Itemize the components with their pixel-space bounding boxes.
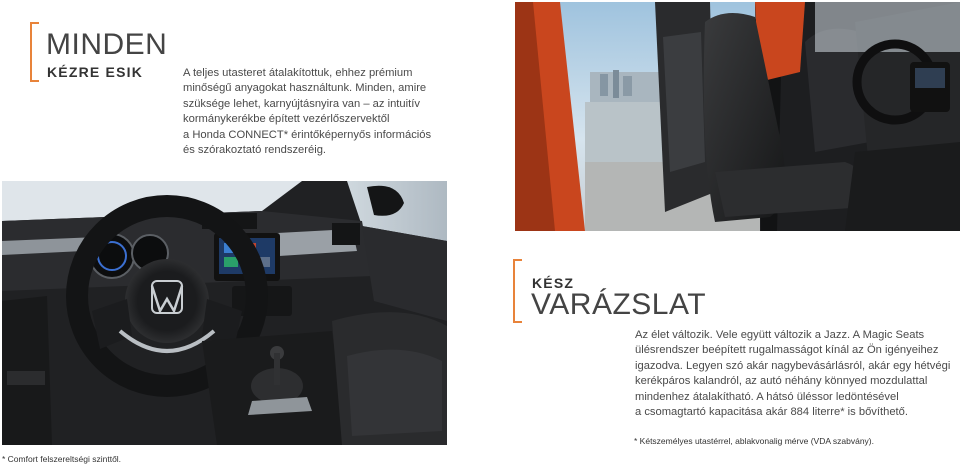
footnote-right: * Kétszemélyes utastérrel, ablakvonalig mérve (VDA szabvány). <box>634 436 874 446</box>
section1-paragraph <box>183 66 431 158</box>
rear-seats-photo <box>515 2 960 231</box>
section2-line: kerékpáros kalandról, az autó néhány könnyed mozdulattal <box>635 375 928 388</box>
section2-line: igazodva. Legyen szó akár nagybevásárlásról, akár egy hétvégi <box>635 359 951 372</box>
section2-line: Az élet változik. Vele együtt változik a Jazz. A Magic Seats <box>635 329 925 341</box>
section2-line: mindenhez átalakítható. A hátsó üléssor ledöntésével <box>635 390 899 403</box>
section2-heading-light: VARÁZSLAT <box>531 288 707 321</box>
section1-heading-bold: KÉZRE ESIK <box>47 64 144 80</box>
footnote-left: * Comfort felszereltségi szinttől. <box>2 454 122 464</box>
section1-line: szüksége lehet, karnyújtásnyira van – az intuitív <box>183 97 420 110</box>
section1-line: A teljes utasteret átalakítottuk, ehhez prémium <box>183 67 413 79</box>
section2-paragraph <box>635 328 950 420</box>
section2-bracket <box>513 259 522 323</box>
section1-line: kormánykerékbe épített vezérlőszervektől <box>183 113 390 126</box>
section1-bracket <box>30 22 39 82</box>
dashboard-photo <box>2 181 447 445</box>
section2-heading-bold: KÉSZ <box>532 275 575 291</box>
section2-line: a csomagtartó kapacitása akár 884 literre* is bővíthető. <box>635 406 908 419</box>
rear-seats-illustration <box>515 2 960 231</box>
section2-line: ülésrendszer beépített rugalmasságot kínál az Ön igényeihez <box>635 344 939 357</box>
section1-line: a Honda CONNECT* érintőképernyős információs <box>183 128 432 141</box>
dashboard-illustration <box>2 181 447 445</box>
section1-heading-light: MINDEN <box>46 28 168 61</box>
section1-line: és szórakoztató rendszeréig. <box>183 144 327 157</box>
section1-line: minőségű anyagokat használtunk. Minden, amire <box>183 82 427 95</box>
